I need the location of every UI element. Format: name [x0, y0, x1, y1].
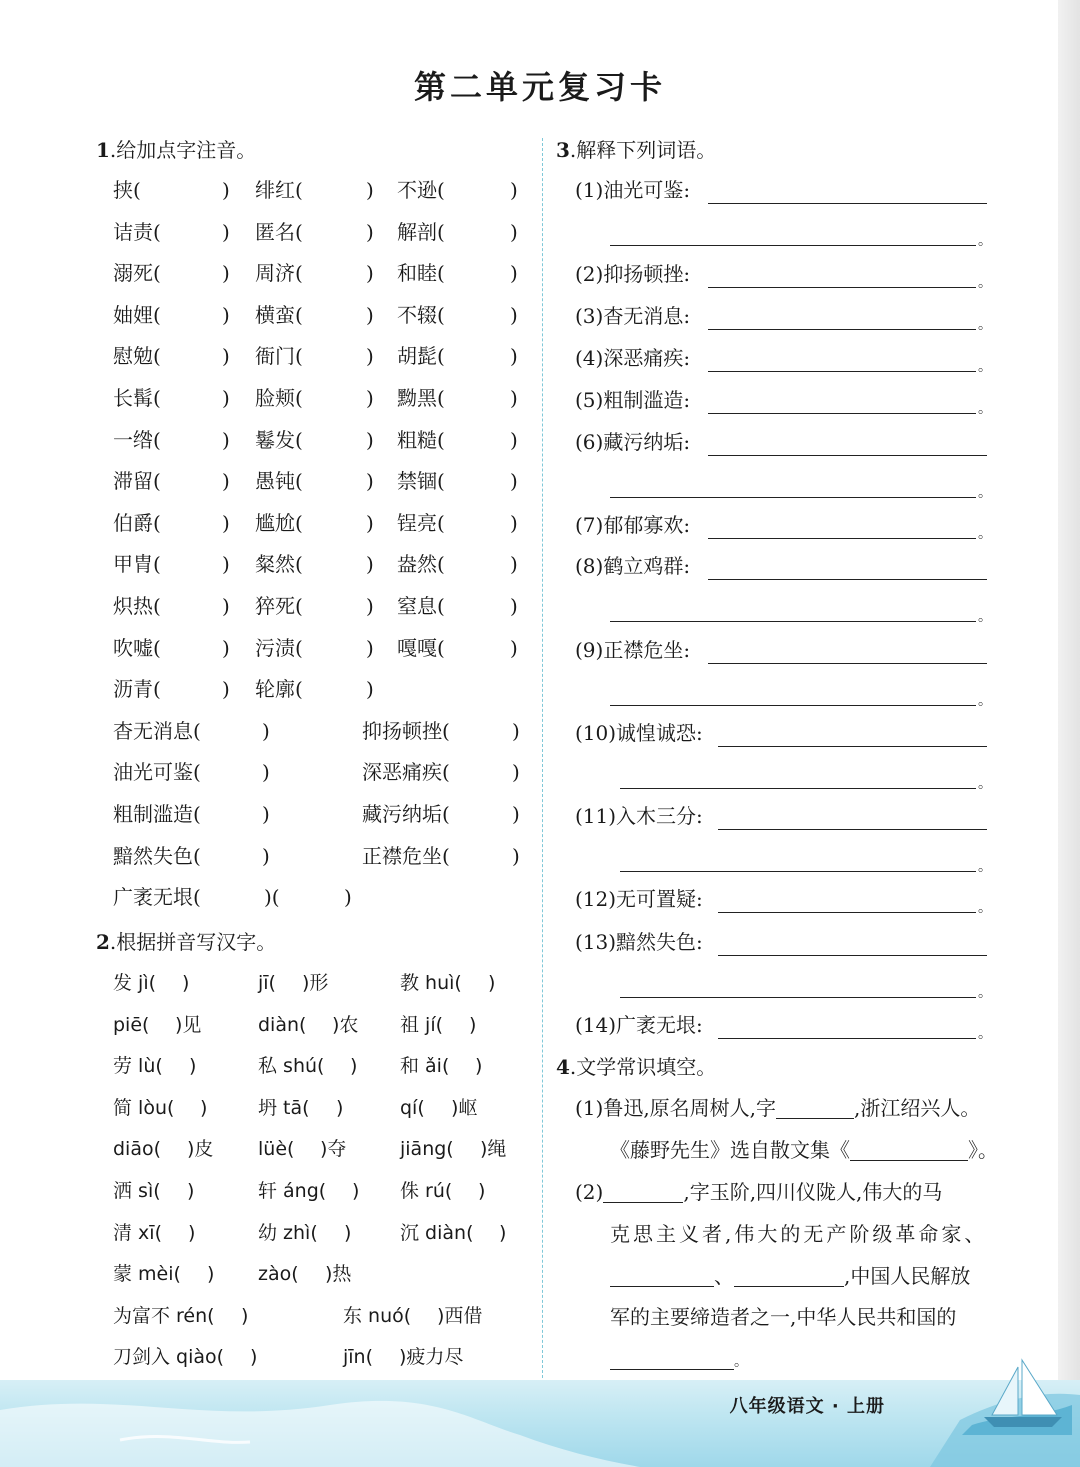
s1-answer-slot[interactable]: )	[512, 760, 520, 785]
s1-answer-slot[interactable]: )	[366, 469, 374, 494]
s1-answer-slot[interactable]: )	[262, 718, 270, 743]
s2-answer-slot[interactable]: )	[189, 1055, 197, 1078]
s1-answer-slot[interactable]: )	[366, 386, 374, 410]
s3-period: 。	[978, 233, 992, 249]
s1-word: 粗糙(	[397, 427, 445, 452]
s1-answer-slot[interactable]: )	[262, 760, 270, 785]
section-1-number: 1	[96, 138, 110, 162]
s2-answer-slot[interactable]: )	[187, 1180, 195, 1202]
s3-item	[0, 344, 691, 372]
s3-answer-line[interactable]	[610, 705, 976, 706]
s4-q1-text-c: 《藤野先生》选自散文集《	[610, 1138, 850, 1162]
s2-pinyin: qí(	[400, 1096, 425, 1119]
s1-word: 解剖(	[397, 219, 445, 244]
s3-answer-line[interactable]	[708, 371, 976, 372]
s3-period: 。	[978, 900, 992, 916]
section-2-title: .根据拼音写汉字。	[109, 930, 277, 954]
s2-pinyin: 发 jì(	[113, 972, 157, 994]
s4-q1-line1	[575, 1094, 980, 1122]
s2-answer-slot[interactable]: )	[188, 1221, 196, 1244]
s3-item-label: (3)杳无消息:	[575, 304, 691, 328]
s2-pinyin: diāo(	[113, 1138, 162, 1161]
s2-row	[0, 1260, 540, 1288]
s3-answer-line[interactable]	[610, 621, 976, 622]
s1-idiom: 深恶痛疾(	[362, 760, 450, 785]
wave-decoration	[0, 1380, 1080, 1467]
s2-answer-slot[interactable]: )绳	[480, 1138, 507, 1161]
s1-word: 甲胄(	[113, 552, 161, 577]
s4-q2-text-a: (2)	[575, 1180, 604, 1204]
s2-pinyin: diàn(	[258, 1013, 307, 1036]
s3-item	[0, 302, 691, 330]
s4-q1-line2	[610, 1136, 998, 1164]
s3-item-label: (4)深恶痛疾:	[575, 346, 691, 370]
s3-answer-line[interactable]	[620, 788, 976, 789]
s1-word: 胡髭(	[397, 344, 445, 369]
s1-answer-slot[interactable]: )	[366, 344, 374, 369]
page-title: 第二单元复习卡	[413, 68, 666, 106]
s3-period: 。	[978, 485, 992, 501]
s3-answer-line[interactable]	[708, 538, 976, 539]
s4-q1-blank-2[interactable]	[850, 1160, 968, 1161]
s1-answer-slot[interactable]: )	[510, 219, 518, 244]
s2-answer-slot[interactable]: )疲力尽	[399, 1346, 464, 1369]
s2-answer-slot[interactable]: )	[469, 1013, 477, 1036]
s4-q1-text-d: 》。	[968, 1138, 998, 1162]
s3-answer-line[interactable]	[620, 871, 976, 872]
s1-answer-slot[interactable]: )	[510, 386, 518, 410]
s1-idiom: 粗制滥造(	[113, 802, 201, 826]
s1-answer-slot[interactable]: )	[366, 302, 374, 327]
s1-word: 慰勉(	[113, 344, 161, 369]
s2-row	[0, 1177, 540, 1205]
s3-answer-line[interactable]	[718, 912, 976, 913]
s1-word: 盎然(	[397, 552, 445, 577]
s1-answer-slot[interactable]: )	[222, 344, 230, 369]
footer-band	[0, 1380, 1080, 1467]
section-3-number: 3	[556, 138, 570, 162]
s3-period: 。	[978, 275, 992, 291]
s2-row	[0, 1343, 540, 1371]
s3-item	[0, 428, 691, 456]
s2-pinyin: 侏 rú(	[400, 1180, 453, 1202]
s1-word: 匿名(	[255, 219, 303, 244]
s2-pinyin: 轩 áng(	[258, 1180, 327, 1202]
s2-pinyin: lüè(	[258, 1138, 295, 1161]
s3-period: 。	[978, 693, 992, 709]
s3-item-label: (12)无可置疑:	[575, 887, 703, 911]
s4-q2-text-e: ,中国人民解放	[844, 1264, 971, 1288]
s3-period: 。	[978, 359, 992, 375]
s2-pinyin: jī(	[258, 972, 276, 994]
s2-pinyin: jīn(	[343, 1346, 374, 1369]
s1-word: 绯红(	[255, 178, 303, 202]
s3-answer-line[interactable]	[708, 203, 987, 204]
s1-answer-slot[interactable]: )	[262, 802, 270, 826]
s4-q2-text-b: ,字玉阶,四川仪陇人,伟大的马	[683, 1180, 943, 1204]
column-divider	[542, 138, 543, 1383]
s1-row	[0, 592, 540, 620]
s1-word: 衙门(	[255, 344, 303, 369]
s2-row	[0, 1052, 540, 1080]
s4-q2-line1	[575, 1178, 942, 1206]
s4-q2-blank-3[interactable]	[734, 1286, 844, 1287]
s2-answer-slot[interactable]: )	[182, 972, 190, 994]
s1-word: 挟(	[113, 178, 141, 202]
s2-pinyin: 坍 tā(	[258, 1096, 310, 1119]
s2-answer-slot[interactable]: )西借	[437, 1304, 483, 1327]
s2-answer-slot[interactable]: )	[475, 1055, 483, 1078]
section-1-title: .给加点字注音。	[109, 138, 257, 162]
s2-answer-slot[interactable]: )	[207, 1263, 215, 1286]
footer-label: 八年级语文 · 上册	[729, 1396, 885, 1417]
s1-word: 禁锢(	[397, 469, 445, 494]
s3-item-label: (6)藏污纳垢:	[575, 430, 691, 454]
s3-period: 。	[978, 401, 992, 417]
s4-q2-line5	[610, 1345, 748, 1376]
s1-answer-slot[interactable]: )(	[264, 885, 280, 910]
s1-idiom: 抑扬顿挫(	[362, 718, 450, 743]
section-1-heading	[96, 136, 256, 164]
section-4-title: .文学常识填空。	[569, 1055, 717, 1079]
s2-answer-slot[interactable]: )夺	[320, 1138, 347, 1161]
s1-row	[0, 675, 540, 703]
s1-word: 嘎嘎(	[397, 635, 445, 660]
s1-answer-slot[interactable]: )	[222, 302, 230, 327]
s2-answer-slot[interactable]: )农	[332, 1013, 359, 1036]
s1-word: 和睦(	[397, 261, 445, 286]
s2-pinyin: 劳 lù(	[113, 1055, 163, 1078]
section-3-title: .解释下列词语。	[569, 138, 717, 162]
s2-answer-slot[interactable]: )	[350, 1055, 358, 1078]
s3-item-label: (5)粗制滥造:	[575, 388, 691, 412]
s1-word: 窒息(	[397, 594, 445, 618]
s1-answer-slot[interactable]: )	[366, 178, 374, 202]
s2-pinyin: jiāng(	[400, 1138, 454, 1161]
s1-answer-slot[interactable]: )	[510, 469, 518, 494]
s1-word: 滞留(	[113, 469, 161, 494]
s2-pinyin: 和 ǎi(	[400, 1055, 450, 1078]
s4-q2-line3	[610, 1262, 970, 1290]
s4-q2-blank-1[interactable]	[603, 1202, 683, 1203]
s1-row	[0, 218, 540, 246]
s1-answer-slot[interactable]: )	[222, 386, 230, 410]
s3-answer-line[interactable]	[708, 579, 987, 580]
s2-row	[0, 969, 540, 997]
s3-period: 。	[978, 859, 992, 875]
s1-word: 愚钝(	[255, 469, 303, 494]
s1-answer-slot[interactable]: )	[222, 635, 230, 660]
s2-pinyin: 沉 diàn(	[400, 1221, 474, 1244]
s3-item-label: (11)入木三分:	[575, 804, 703, 828]
s1-answer-slot[interactable]: )	[366, 427, 374, 452]
s1-idiom-row	[0, 758, 540, 786]
s3-period: 。	[978, 609, 992, 625]
s4-q2-text-d: 、	[714, 1264, 734, 1288]
s1-idiom: 广袤无垠(	[113, 885, 201, 910]
s1-word: 吹嘘(	[113, 635, 161, 660]
s1-answer-slot[interactable]: )	[222, 552, 230, 577]
s2-answer-slot[interactable]: )	[499, 1221, 507, 1244]
s3-item-label: (2)抑扬顿挫:	[575, 262, 691, 286]
s2-pinyin: 祖 jí(	[400, 1013, 444, 1036]
s1-answer-slot[interactable]: )	[222, 594, 230, 618]
s1-idiom: 黯然失色(	[113, 843, 201, 868]
s1-idiom: 藏污纳垢(	[362, 802, 450, 826]
s3-answer-line[interactable]	[718, 955, 987, 956]
s1-answer-slot[interactable]: )	[510, 302, 518, 327]
s1-word: 猝死(	[255, 594, 303, 618]
s3-item	[0, 885, 703, 913]
s1-word: 伯爵(	[113, 510, 161, 535]
s2-pinyin: 幼 zhì(	[258, 1221, 318, 1244]
s2-answer-slot[interactable]: )	[478, 1180, 486, 1202]
s1-word: 炽热(	[113, 594, 161, 618]
s3-answer-line[interactable]	[718, 1038, 976, 1039]
s3-item-label: (7)郁郁寡欢:	[575, 513, 691, 537]
sailboat-icon	[962, 1345, 1072, 1435]
s3-item-label: (8)鹤立鸡群:	[575, 554, 691, 578]
s1-answer-slot[interactable]: )	[510, 261, 518, 286]
s2-pinyin: 私 shú(	[258, 1055, 325, 1078]
s3-answer-line[interactable]	[708, 413, 976, 414]
s4-q2-blank-2[interactable]	[610, 1286, 714, 1287]
s1-word: 一绺(	[113, 427, 161, 452]
s3-period: 。	[978, 317, 992, 333]
s1-answer-slot[interactable]: )	[510, 510, 518, 535]
s1-word: 周济(	[255, 261, 303, 286]
s1-answer-slot[interactable]: )	[512, 718, 520, 743]
s1-word: 尴尬(	[255, 510, 303, 535]
s1-answer-slot[interactable]: )	[366, 635, 374, 660]
s3-answer-line[interactable]	[708, 329, 976, 330]
s2-answer-slot[interactable]: )见	[175, 1013, 202, 1036]
s3-item-label: (14)广袤无垠:	[575, 1013, 703, 1037]
s1-word: 黝黑(	[397, 386, 445, 410]
s3-answer-line[interactable]	[610, 245, 976, 246]
s3-item	[0, 386, 691, 414]
s2-pinyin: 简 lòu(	[113, 1096, 175, 1119]
s2-pinyin: 洒 sì(	[113, 1180, 161, 1202]
s1-word: 不逊(	[397, 178, 445, 202]
s1-answer-slot[interactable]: )	[222, 219, 230, 244]
s3-item-label: (10)诚惶诚恐:	[575, 721, 703, 745]
s2-pinyin: 刀剑入 qiào(	[113, 1346, 225, 1369]
s3-item	[0, 928, 703, 956]
s3-item	[0, 802, 703, 830]
s1-word: 锃亮(	[397, 510, 445, 535]
s1-word: 沥青(	[113, 677, 161, 702]
s3-answer-line[interactable]	[620, 997, 976, 998]
s4-q2-text-g: 。	[734, 1354, 748, 1370]
section-3-heading	[556, 136, 716, 164]
s4-q2-line4: 军的主要缔造者之一,中华人民共和国的	[610, 1305, 957, 1329]
s2-pinyin: 为富不 rén(	[113, 1304, 215, 1327]
page-edge	[1058, 0, 1080, 1380]
s1-answer-slot[interactable]: )	[510, 427, 518, 452]
s1-word: 轮廓(	[255, 677, 303, 702]
s1-answer-slot[interactable]: )	[510, 178, 518, 202]
s2-answer-slot[interactable]: )形	[302, 972, 329, 994]
s1-word: 不辍(	[397, 302, 445, 327]
s2-answer-slot[interactable]: )岖	[451, 1096, 478, 1119]
s4-q2-blank-4[interactable]	[610, 1369, 734, 1370]
s1-idiom-row	[0, 842, 540, 870]
s1-answer-slot[interactable]: )	[344, 885, 352, 910]
s2-pinyin: 教 huì(	[400, 972, 462, 994]
section-4-number: 4	[556, 1055, 570, 1079]
s4-q1-text-a: (1)鲁迅,原名周树人,字	[575, 1096, 777, 1120]
s1-word: 鬈发(	[255, 427, 303, 452]
s2-answer-slot[interactable]: )	[250, 1346, 258, 1369]
s1-word: 长髯(	[113, 386, 161, 410]
s1-answer-slot[interactable]: )	[222, 261, 230, 286]
s2-answer-slot[interactable]: )	[336, 1096, 344, 1119]
s1-answer-slot[interactable]: )	[222, 677, 230, 702]
s3-period: 。	[978, 526, 992, 542]
s2-pinyin: piē(	[113, 1013, 150, 1036]
s1-answer-slot[interactable]: )	[366, 677, 374, 702]
s1-answer-slot[interactable]: )	[366, 510, 374, 535]
section-2-number: 2	[96, 930, 110, 954]
s1-answer-slot[interactable]: )	[510, 344, 518, 369]
s3-item	[0, 260, 691, 288]
s1-word: 妯娌(	[113, 302, 161, 327]
s1-word: 污渍(	[255, 635, 303, 660]
s2-pinyin: 清 xī(	[113, 1221, 162, 1244]
s2-pinyin: 东 nuó(	[343, 1304, 412, 1327]
s1-word: 粲然(	[255, 552, 303, 577]
s1-row	[0, 467, 540, 495]
s2-answer-slot[interactable]: )	[352, 1180, 360, 1202]
s1-answer-slot[interactable]: )	[222, 510, 230, 535]
s1-word: 诘责(	[113, 219, 161, 244]
s2-pinyin: zào(	[258, 1263, 299, 1286]
s1-answer-slot[interactable]: )	[222, 469, 230, 494]
s2-answer-slot[interactable]: )	[200, 1096, 208, 1119]
s3-item	[0, 552, 691, 580]
s1-idiom: 正襟危坐(	[362, 843, 450, 868]
s2-answer-slot[interactable]: )	[344, 1221, 352, 1244]
s1-answer-slot[interactable]: )	[222, 427, 230, 452]
s1-idiom: 油光可鉴(	[113, 760, 201, 785]
s3-item	[0, 176, 691, 204]
s1-answer-slot[interactable]: )	[366, 261, 374, 286]
s2-answer-slot[interactable]: )热	[325, 1263, 352, 1286]
s1-idiom: 杳无消息(	[113, 718, 201, 743]
s2-answer-slot[interactable]: )	[241, 1304, 249, 1327]
s1-answer-slot[interactable]: )	[510, 552, 518, 577]
s3-period: 。	[978, 985, 992, 1001]
s3-item-label: (13)黯然失色:	[575, 930, 703, 954]
s3-period: 。	[978, 776, 992, 792]
s3-answer-line[interactable]	[708, 663, 987, 664]
section-4-heading	[556, 1053, 716, 1081]
s1-answer-slot[interactable]: )	[262, 843, 270, 868]
s4-q2-line2: 克思主义者,伟大的无产阶级革命家、	[610, 1222, 988, 1246]
s3-answer-line[interactable]	[718, 746, 987, 747]
s3-item	[0, 719, 703, 747]
s1-answer-slot[interactable]: )	[512, 802, 520, 826]
s3-item-label: (9)正襟危坐:	[575, 638, 691, 662]
s3-item	[0, 636, 691, 664]
s2-row	[0, 1135, 540, 1163]
s1-answer-slot[interactable]: )	[510, 635, 518, 660]
s3-answer-line[interactable]	[708, 455, 987, 456]
s1-word: 横蛮(	[255, 302, 303, 327]
s2-row	[0, 1219, 540, 1247]
s2-row	[0, 1094, 540, 1122]
s3-item-label: (1)油光可鉴:	[575, 178, 691, 202]
s3-answer-line[interactable]	[610, 497, 976, 498]
s2-answer-slot[interactable]: )皮	[187, 1138, 214, 1161]
s2-pinyin: 蒙 mèi(	[113, 1263, 181, 1286]
s3-answer-line[interactable]	[708, 287, 976, 288]
s3-answer-line[interactable]	[718, 829, 987, 830]
s1-word: 脸颊(	[255, 386, 303, 410]
s1-answer-slot[interactable]: )	[222, 178, 230, 202]
s3-item	[0, 1011, 703, 1039]
s3-item	[0, 511, 691, 539]
s3-period: 。	[978, 1026, 992, 1042]
s1-answer-slot[interactable]: )	[512, 843, 520, 868]
s1-answer-slot[interactable]: )	[366, 552, 374, 577]
s4-q1-text-b: ,浙江绍兴人。	[854, 1096, 981, 1120]
s1-answer-slot[interactable]: )	[510, 594, 518, 618]
s2-answer-slot[interactable]: )	[488, 972, 496, 994]
s2-row	[0, 1302, 540, 1330]
s1-answer-slot[interactable]: )	[366, 219, 374, 244]
s4-q1-blank-1[interactable]	[776, 1118, 854, 1119]
s1-word: 溺死(	[113, 261, 161, 286]
s1-answer-slot[interactable]: )	[366, 594, 374, 618]
